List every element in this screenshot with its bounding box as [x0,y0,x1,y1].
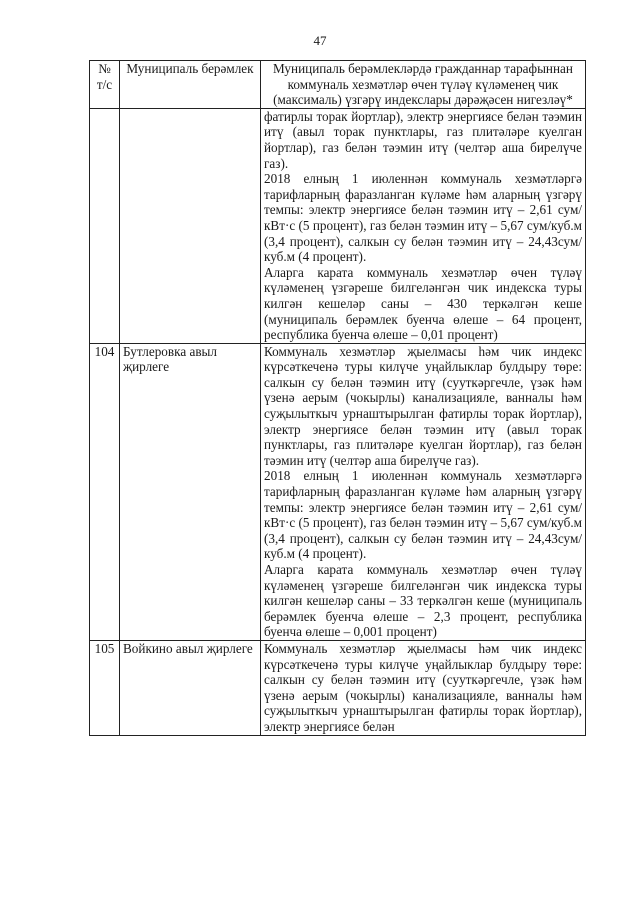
row-description [261,108,586,343]
description-paragraph: Аларга карата коммуналь хезмәтләр өчен түләү күләменең үзгәреше билгеләнгән чик индекска туры килгән кешеләр саны – 33 теркәлгән кеше (муниципаль берәмлек буенча өлеше – 2,3 процент, республика буенча өлеше – 0,001 процент) [264,562,582,640]
table-body [90,108,586,735]
row-number: 105 [90,640,120,735]
tariff-table [89,60,586,736]
description-paragraph: 2018 елның 1 июленнән коммуналь хезмәтләргә тарифларның фаразланган күләме һәм аларның үзгәрү темпы: электр энергиясе белән тәэмин итү – 2,61 сум/кВт·с (5 процент), газ белән тәэмин итү – 5,67 сум/куб.м (3,4 процент), салкын су белән тәэмин итү – 24,43сум/куб.м (4 процент). [264,171,582,265]
table-row [90,640,586,735]
description-paragraph: Аларга карата коммуналь хезмәтләр өчен түләү күләменең үзгәреше билгеләнгән чик индекска туры килгән кешеләр саны – 430 теркәлгән кеше (муниципаль берәмлек буенча өлеше – 64 процент, республика буенча өлеше – 0,01 процент) [264,264,582,343]
row-municipality [120,108,261,343]
page-number: 47 [313,33,327,48]
description-paragraph: Коммуналь хезмәтләр җыелмасы һәм чик индекс күрсәткеченә туры килүче уңайлыклар булдыру төре: салкын су белән тәэмин итү (сууткәргечле, үзәк һәм үзенә аерым (чокырлы) канализацияле, ванналы һәм суҗылыткыч урнаштырылган фатирлы торак йортлар), электр энергиясе белән тәэмин итү (авыл торак пунктлары, газ плитәләре куелган йортлар), газ белән тәэмин итү (челтәр аша бирелүче газ). [264,343,582,468]
row-number: 104 [90,343,120,640]
table-row [90,108,586,343]
header-municipality: Муниципаль берәмлек [120,61,261,109]
header-number: № т/с [90,61,120,109]
row-description [261,343,586,640]
header-description: Муниципаль берәмлекләрдә гражданнар тарафыннан коммуналь хезмәтләр өчен түләү күләменең чик (максималь) үзгәрү индекслары дәрәҗәсен нигезләү* [261,61,586,109]
table-header-row [90,61,586,109]
description-paragraph: фатирлы торак йортлар), электр энергиясе белән тәэмин итү (авыл торак пунктлары, газ плитәләре куелган йортлар), газ белән тәэмин итү (челтәр аша бирелүче газ). [264,108,582,171]
table-row [90,343,586,640]
description-paragraph: 2018 елның 1 июленнән коммуналь хезмәтләргә тарифларның фаразланган күләме һәм аларның үзгәрү темпы: электр энергиясе белән тәэмин итү – 2,61 сум/кВт·с (5 процент), газ белән тәэмин итү – 5,67 сум/куб.м (3,4 процент), салкын су белән тәэмин итү – 24,43сум/куб.м (4 процент). [264,468,582,562]
description-paragraph: Коммуналь хезмәтләр җыелмасы һәм чик индекс күрсәткеченә туры килүче уңайлыклар булдыру төре: салкын су белән тәэмин итү (сууткәргечле, үзәк һәм үзенә аерым (чокырлы) канализацияле, ванналы һәм суҗылыткыч урнаштырылган фатирлы торак йортлар), электр энергиясе белән [264,640,582,734]
row-number [90,108,120,343]
row-municipality: Войкино авыл җирлеге [120,640,261,735]
row-description [261,640,586,735]
row-municipality: Бутлеровка авыл җирлеге [120,343,261,640]
